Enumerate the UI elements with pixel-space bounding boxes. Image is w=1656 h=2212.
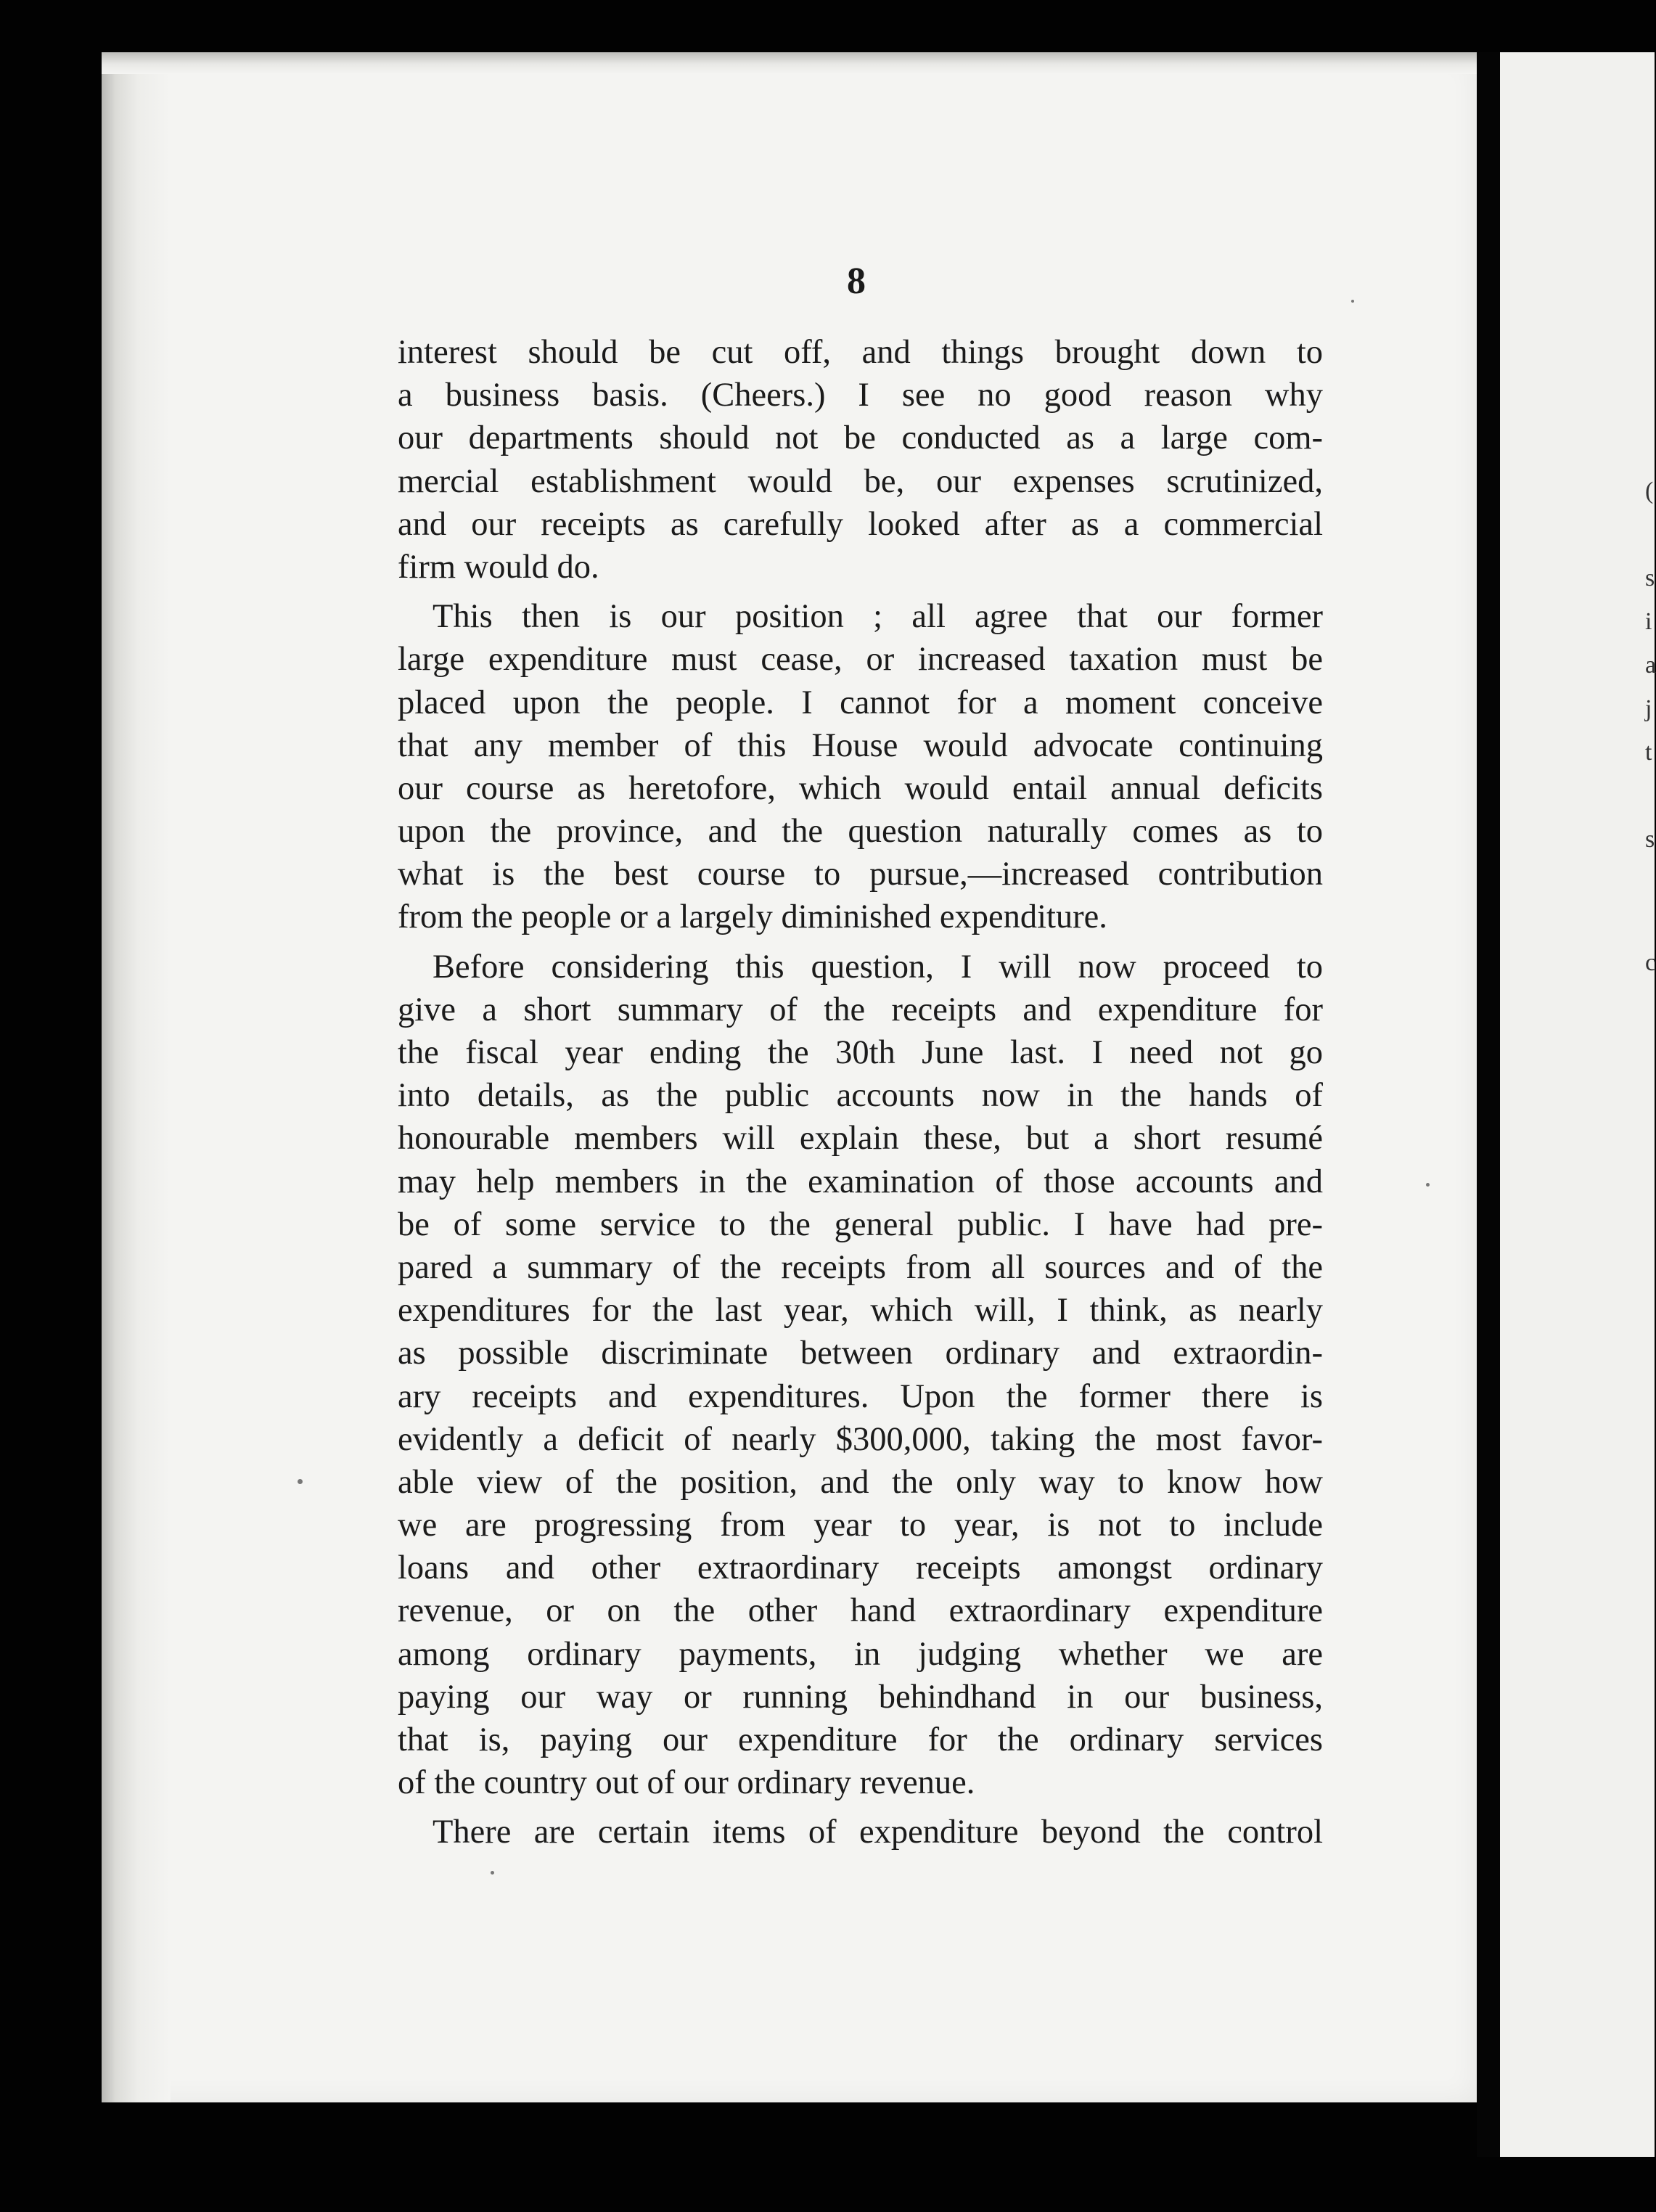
text-line: firm would do. bbox=[398, 548, 599, 586]
page-number: 8 bbox=[847, 261, 866, 302]
text-line: placed upon the people. I cannot for a moment conceive bbox=[398, 684, 1323, 721]
text-line: our course as heretofore, which would entail annual deficits bbox=[398, 769, 1323, 807]
text-line: pared a summary of the receipts from all sources and of the bbox=[398, 1248, 1323, 1286]
adjacent-page-edge bbox=[1500, 52, 1655, 2157]
text-line: large expenditure must cease, or increased taxation must be bbox=[398, 641, 1323, 679]
scan-speck bbox=[491, 1871, 494, 1875]
page-top-edge bbox=[102, 52, 1477, 74]
adjacent-page-fragment: t bbox=[1645, 739, 1652, 766]
text-line: among ordinary payments, in judging whether we are bbox=[398, 1635, 1323, 1673]
text-line: mercial establishment would be, our expenses scrutinized, bbox=[398, 462, 1323, 500]
text-line: and our receipts as carefully looked after as a commercial bbox=[398, 505, 1323, 543]
text-line: may help members in the examination of those accounts and bbox=[398, 1163, 1323, 1200]
text-line: we are progressing from year to year, is not to include bbox=[398, 1507, 1323, 1544]
adjacent-page-fragment: ( bbox=[1645, 478, 1654, 504]
text-line: give a short summary of the receipts and expenditure for bbox=[398, 991, 1323, 1028]
text-line: expenditures for the last year, which will, I think, as nearly bbox=[398, 1292, 1323, 1330]
text-line: Before considering this question, I will now proceed to bbox=[433, 948, 1323, 986]
text-line: our departments should not be conducted as a large com- bbox=[398, 419, 1323, 457]
scan-speck bbox=[1426, 1183, 1430, 1187]
text-line: paying our way or running behindhand in our business, bbox=[398, 1678, 1323, 1716]
text-line: honourable members will explain these, but a short resumé bbox=[398, 1120, 1323, 1158]
page-gutter bbox=[1477, 52, 1500, 2157]
text-line: interest should be cut off, and things brought down to bbox=[398, 334, 1323, 371]
adjacent-page-fragment: j bbox=[1645, 695, 1652, 722]
text-line: that any member of this House would advocate continuing bbox=[398, 726, 1323, 764]
text-line: as possible discriminate between ordinary and extraordin- bbox=[398, 1335, 1323, 1372]
text-line: upon the province, and the question naturally comes as to bbox=[398, 813, 1323, 851]
text-line: that is, paying our expenditure for the ordinary services bbox=[398, 1721, 1323, 1758]
adjacent-page-fragment: s bbox=[1645, 826, 1655, 853]
adjacent-page-fragment: s bbox=[1645, 565, 1655, 591]
text-line: the fiscal year ending the 30th June last. I need not go bbox=[398, 1034, 1323, 1071]
text-line: be of some service to the general public. I have had pre- bbox=[398, 1205, 1323, 1243]
scan-speck bbox=[298, 1479, 303, 1484]
text-line: revenue, or on the other hand extraordinary expenditure bbox=[398, 1592, 1323, 1630]
text-line: able view of the position, and the only way to know how bbox=[398, 1463, 1323, 1501]
body-text bbox=[398, 331, 1323, 1854]
text-line: into details, as the public accounts now in the hands of bbox=[398, 1077, 1323, 1115]
text-line: what is the best course to pursue,—increased contribution bbox=[398, 856, 1323, 893]
text-line: loans and other extraordinary receipts amongst ordinary bbox=[398, 1549, 1323, 1587]
text-line: of the country out of our ordinary revenue. bbox=[398, 1764, 975, 1802]
adjacent-page-fragment: i bbox=[1645, 608, 1652, 635]
text-line: a business basis. (Cheers.) I see no good reason why bbox=[398, 377, 1323, 414]
text-line: evidently a deficit of nearly $300,000, taking the most favor- bbox=[398, 1420, 1323, 1458]
text-line: There are certain items of expenditure beyond the control bbox=[433, 1814, 1323, 1851]
text-line: from the people or a largely diminished expenditure. bbox=[398, 898, 1107, 936]
text-line: ary receipts and expenditures. Upon the former there is bbox=[398, 1377, 1323, 1415]
adjacent-page-fragment: a bbox=[1645, 652, 1656, 679]
adjacent-page-fragment: c bbox=[1645, 949, 1656, 976]
scan-speck bbox=[1351, 300, 1354, 303]
page-binding-edge bbox=[102, 52, 171, 2102]
text-line: This then is our position ; all agree that our former bbox=[433, 598, 1323, 636]
